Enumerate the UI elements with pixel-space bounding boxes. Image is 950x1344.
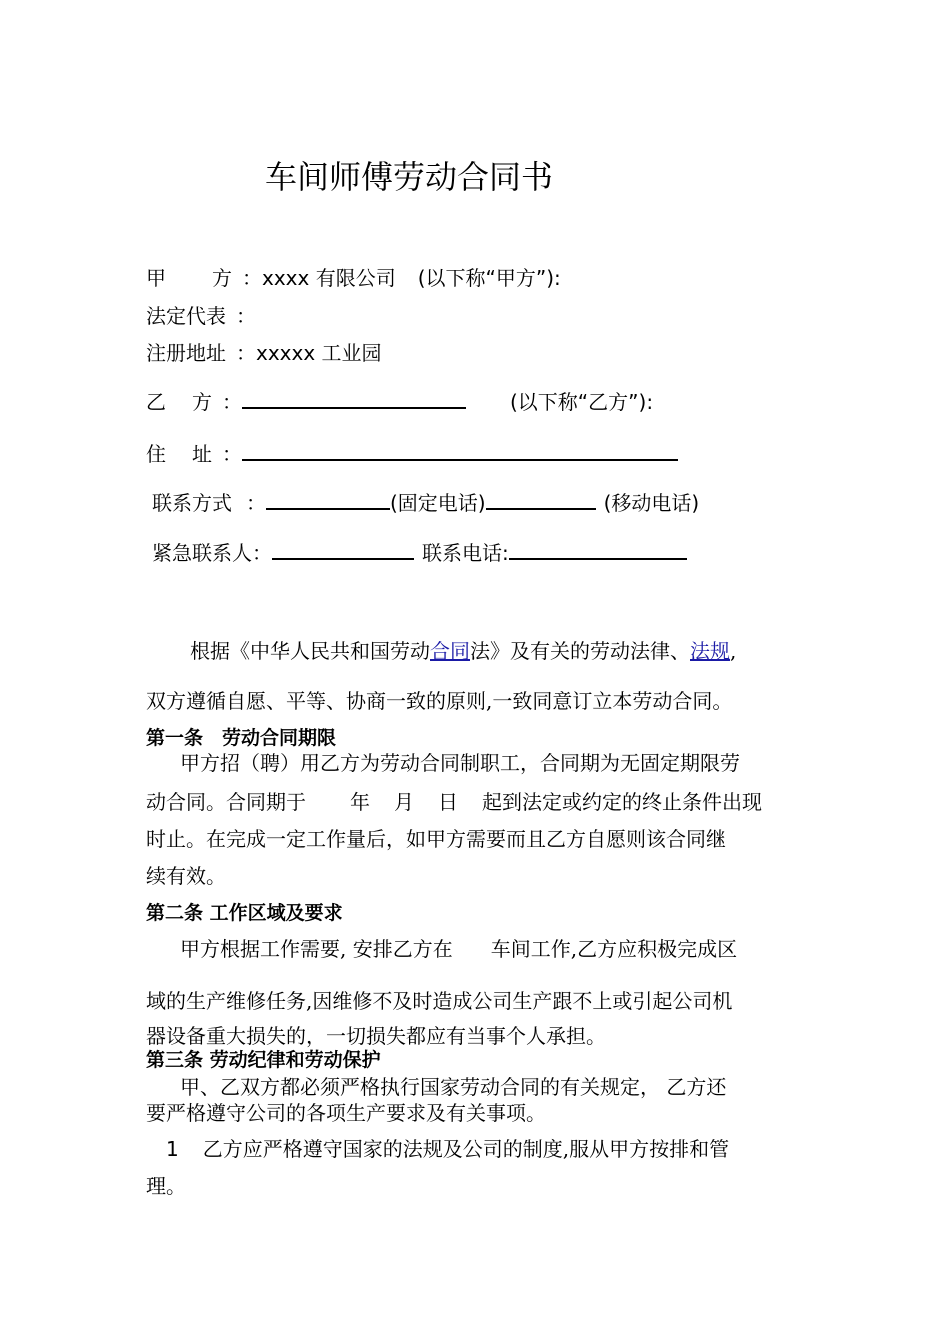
contact-label: 联系方式: [152, 491, 232, 515]
preamble-line-1: [190, 635, 736, 664]
emergency-row: [152, 537, 687, 566]
party-b-name-blank[interactable]: [242, 387, 466, 409]
regulations-link[interactable]: 法规: [690, 639, 730, 663]
preamble-text-3: ,: [730, 639, 737, 663]
address-blank[interactable]: [242, 439, 678, 461]
contract-link[interactable]: 合同: [430, 639, 470, 663]
article-1-line-2b: 起到法定或约定的终止条件出现: [482, 790, 762, 814]
emergency-phone-blank[interactable]: [509, 538, 687, 560]
article-3-heading: 第三条 劳动纪律和劳动保护: [146, 1049, 381, 1071]
article-2-line-1a: 甲方根据工作需要, 安排乙方在: [180, 937, 453, 961]
article-1-line-2: [146, 786, 762, 815]
party-a-colon: ：: [242, 266, 262, 290]
legal-rep-row: [146, 300, 256, 329]
party-a-company: xxxx 有限公司: [262, 266, 396, 290]
article-1-line-3: 时止。在完成一定工作量后，如甲方需要而且乙方自愿则该合同继: [146, 827, 726, 851]
article-2-line-1: [180, 933, 737, 962]
party-b-alias: (以下称“乙方”):: [510, 390, 654, 414]
article-3-item-1-cont: 理。: [146, 1174, 186, 1198]
article-1-line-2a: 动合同。合同期于: [146, 790, 306, 814]
preamble-text-1: 根据《中华人民共和国劳动: [190, 639, 430, 663]
article-3-item-1: [166, 1133, 729, 1162]
emergency-phone-label: 联系电话:: [422, 541, 509, 565]
article-3-line-2: 要严格遵守公司的各项生产要求及有关事项。: [146, 1101, 546, 1125]
party-a-alias: (以下称“甲方”):: [417, 266, 561, 290]
legal-rep-label: 法定代表: [146, 304, 226, 328]
party-a-label-2: 方: [212, 266, 232, 290]
article-2-line-1b: 车间工作,乙方应积极完成区: [490, 937, 738, 961]
article-1-line-1: 甲方招（聘）用乙方为劳动合同制职工，合同期为无固定期限劳: [180, 751, 740, 775]
emergency-name-blank[interactable]: [272, 538, 414, 560]
preamble-line-2: 双方遵循自愿、平等、协商一致的原则,一致同意订立本劳动合同。: [146, 689, 733, 713]
contact-colon: ：: [246, 491, 266, 515]
article-2-heading: 第二条 工作区域及要求: [146, 902, 343, 924]
year-label: 年: [350, 790, 370, 814]
article-2-line-3: 器设备重大损失的，一切损失都应有当事个人承担。: [146, 1024, 606, 1048]
mobile-phone-blank[interactable]: [486, 488, 596, 510]
mobile-phone-label: (移动电话): [603, 491, 700, 515]
party-b-label-1: 乙: [146, 390, 166, 414]
reg-address-colon: ：: [236, 341, 256, 365]
item-1-text: 乙方应严格遵守国家的法规及公司的制度,服从甲方按排和管: [202, 1137, 730, 1161]
reg-address-row: [146, 337, 382, 366]
party-b-label-2: 方: [192, 390, 212, 414]
party-a-label-1: 甲: [146, 266, 166, 290]
legal-rep-colon: ：: [236, 304, 256, 328]
article-1-line-4: 续有效。: [146, 864, 226, 888]
preamble-text-2: 法》及有关的劳动法律、: [470, 639, 690, 663]
address-label-2: 址: [192, 442, 212, 466]
party-a-row: [146, 262, 561, 291]
address-label-1: 住: [146, 442, 166, 466]
article-1-heading: 第一条 劳动合同期限: [146, 727, 337, 749]
article-3-line-1: 甲、乙双方都必须严格执行国家劳动合同的有关规定， 乙方还: [180, 1075, 727, 1099]
fixed-phone-label: (固定电话): [390, 491, 486, 515]
item-1-number: 1: [166, 1137, 179, 1161]
party-b-colon: ：: [222, 390, 242, 414]
day-label: 日: [438, 790, 458, 814]
contact-row: [152, 487, 699, 516]
address-row: [146, 438, 678, 467]
page-title: 车间师傅劳动合同书: [265, 158, 554, 196]
emergency-label: 紧急联系人：: [152, 541, 272, 565]
address-colon: ：: [222, 442, 242, 466]
reg-address-label: 注册地址: [146, 341, 226, 365]
month-label: 月: [394, 790, 414, 814]
reg-address-value: xxxxx 工业园: [256, 341, 382, 365]
article-2-line-2: 域的生产维修任务,因维修不及时造成公司生产跟不上或引起公司机: [146, 989, 733, 1013]
fixed-phone-blank[interactable]: [266, 488, 390, 510]
party-b-row: [146, 386, 653, 415]
